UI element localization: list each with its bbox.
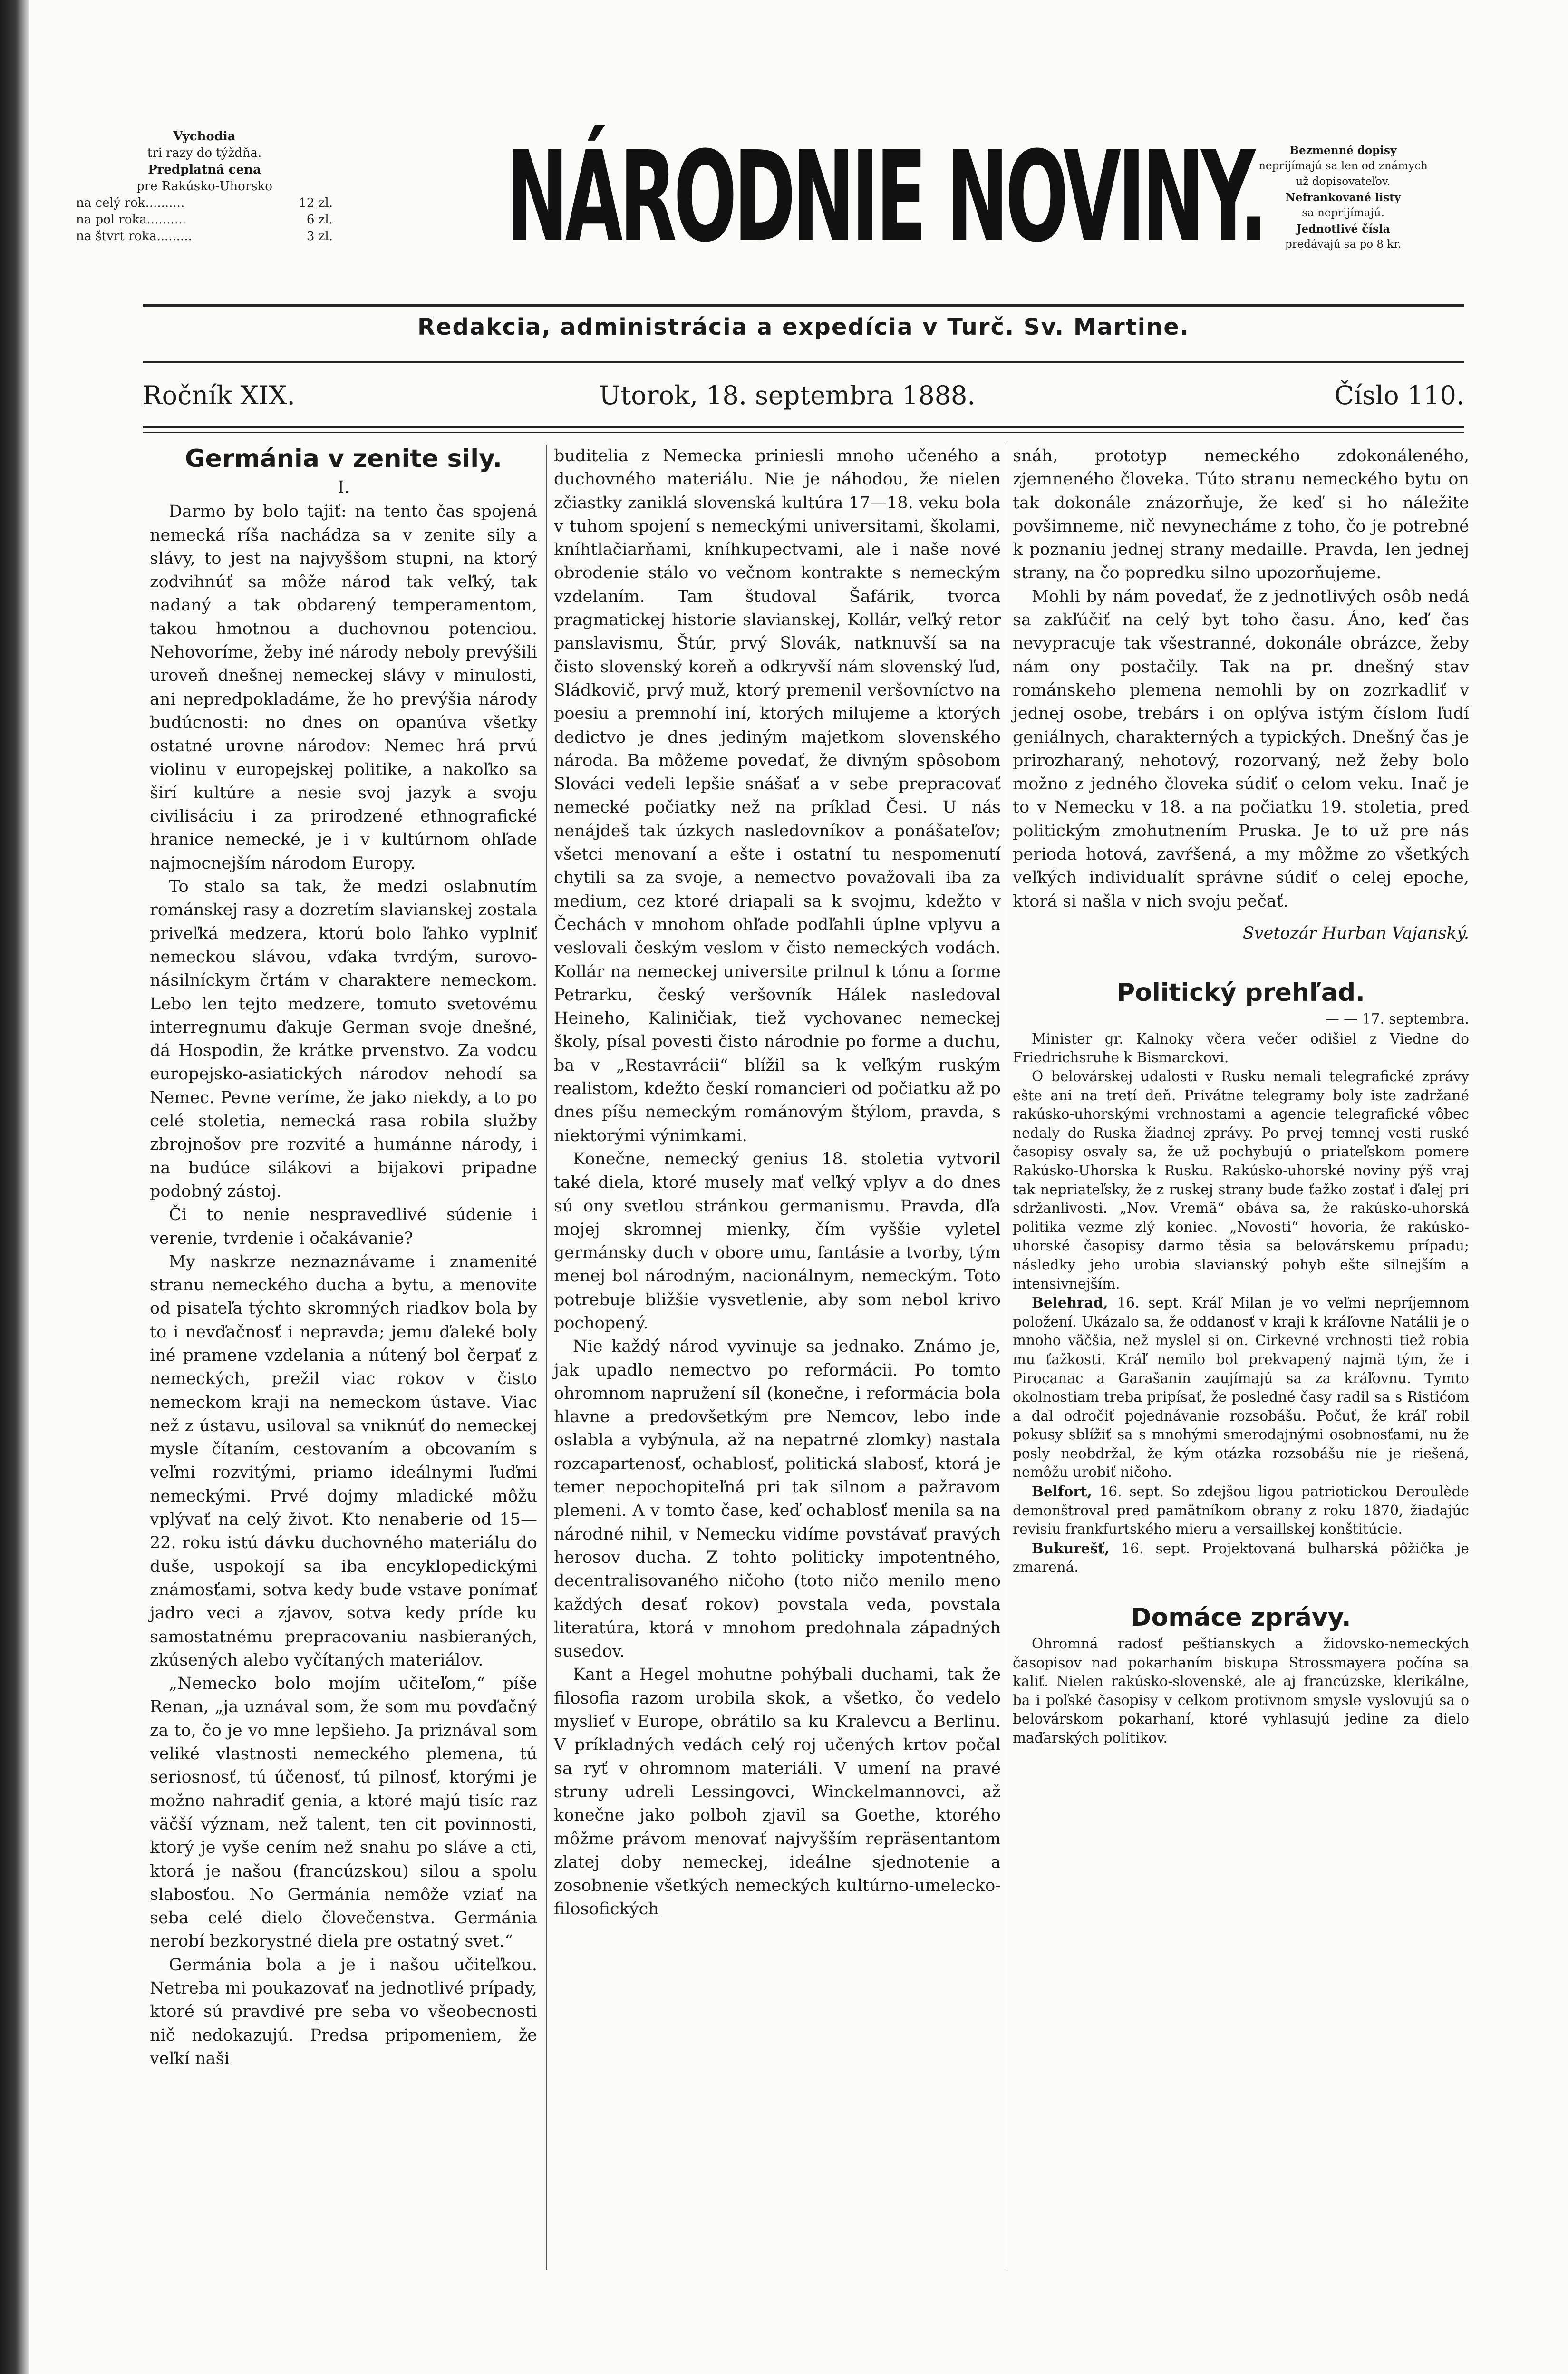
paragraph (1013, 1293, 1469, 1482)
price-value: 3 zl. (306, 229, 333, 243)
mailing-notice (1193, 143, 1493, 252)
domestic-section (1013, 1635, 1469, 1748)
price-row (76, 195, 333, 212)
page-binding (0, 0, 29, 2374)
notice-line: Bezmenné dopisy (1289, 144, 1397, 157)
paragraph: Konečne, nemecký genius 18. stoletia vytvoril také diela, ktoré musely mať veľký vplyv a do dnes sú ony svetlou stránkou germanismu. Pravda, dľa mojej skromnej mienky, čím vyššie vyletel germánsky duch v obore umu, fantásie a tvorby, tým menej bol národným, nacionálnym, nemeckým. Toto potrebuje bližšie vysvetlenie, aby som nebol krivo pochopený. (554, 1149, 1001, 1333)
paragraph: Darmo by bolo tajiť: na tento čas spojená nemecká ríša nachádza sa v zenite sily a slávy, to jest na najvyššom stupni, na ktorý zodvihnúť sa môže národ tak veľký, tak nadaný a tak obdarený temperamentom, takou hmotnou a duchovnou potenciou. Nehovoríme, žeby iné národy neboly prevýšili uroveň dnešnej nemeckej slávy v minulosti, ani nepredpokladáme, že ho prevýšia národy budúcnosti: no dnes on opanúva všetky ostatné urovne národov: Nemec hrá prvú violinu v europejskej politike, a nakoľko sa širí kultúre a nesie svoj jazyk a svoju civilisáciu i za prirodzené ethnografické hranice nemecké, je i v kultúrnom ohľade najmocnejším národom Europy. (150, 502, 537, 873)
paragraph-text: 16. sept. So zdejšou ligou patriotickou Deroulède demonštroval pred pamätníkom obrany z roku 1870, žiadajúc revisiu frankfurtského mieru a versaillskej konštitúcie. (1013, 1483, 1469, 1538)
author-signature: Svetozár Hurban Vajanský. (1242, 923, 1469, 943)
paragraph: O belovárskej udalosti v Rusku nemali telegrafické zprávy ešte ani na tretí deň. Privátne telegramy boly iste zadržané rakúsko-uhorskými vrchnostami a agencie telegrafické vôbec nedaly do Ruska žiadnej zprávy. Po prvej temnej vesti ruské časopisy osvaly sa, že už pochybujú o priateľskom pomere Rakúsko-Uhorska k Rusku. Rakúsko-uhorské noviny pýš vraj tak nepriateľsky, že z ruskej strany bude ťažko zostať i ďalej pri sdržanlivosti. „Nov. Vremä“ obáva sa, že rakúsko-uhorská politika vezme zlý koniec. „Novosti“ hovoria, že rakúsko-uhorské časopisy darmo těsia sa belovárskemu prípadu; následky jeho urobia slavianský pohyb ešte silnejším a intensivnejším. (1013, 1068, 1469, 1292)
price-label: na štvrt roka......... (76, 229, 192, 243)
issue-rule-thin (143, 432, 1464, 433)
newspaper-page (29, 0, 1568, 2374)
paragraph: Minister gr. Kalnoky včera večer odišiel z Viedne do Friedrichsruhe k Bismarckovi. (1013, 1030, 1469, 1066)
paragraph: My naskrze neznaznávame i znamenité stranu nemeckého ducha a bytu, a menovite od pisateľa týchto skromných riadkov bola by to i nevďačnosť i nepravda; jemu ďaleké boly iné pramene vzdelania a nútený bol čerpať z nemeckých, prežil viac rokov v čisto nemeckom kraji na nemeckom ústave. Viac než z ústavu, usiloval sa vniknúť do nemeckej mysle čítaním, cestovaním a obcovaním s veľmi rozvitými, priamo ideálnymi ľuďmi nemeckými. Prvé dojmy mladické môžu vplývať na celý život. Kto nenaberie od 15—22. roku istú dávku duchovného materiálu do duše, uspokojí sa iba encyklopedickými známosťami, sotva kedy bude vstave ponímať jadro veci a zjavov, sotva kedy príde ku samostatnému prepracovaniu nasbieraných, zkúsených alebo vyčítaných materiálov. (150, 1252, 537, 1670)
section-title-political: Politický prehľad. (1117, 979, 1365, 1008)
dateline: Bukurešť, (1032, 1540, 1110, 1557)
paragraph: Kant a Hegel mohutne pohýbali duchami, tak že filosofia razom urobila skok, a všetko, čo vedelo myslieť v Europe, obrátilo sa ku Kralevcu a Berlinu. V príkladných vedách celý roj učených krtov počal sa ryť v ohromnom materiáli. V umení na pravé struny udreli Lessingovci, Winckelmannovci, až konečne jako polboh zjavil sa Goethe, ktorého môžme právom menovať najvyšším repräsentantom zlatej doby nemeckej, ideálne sjednotenie a zosobnenie všetkých nemeckých kultúrno-umelecko-filosofických (554, 1665, 1001, 1919)
issue-number: Číslo 110. (1334, 380, 1464, 410)
price-label: na celý rok.......... (76, 196, 185, 210)
paragraph: „Nemecko bolo mojím učiteľom,“ píše Renan, „ja uznával som, že som mu povďačný za to, čo je vo mne lepšieho. Ja priznával som veliké vlastnosti nemeckého plemena, tú seriosnosť, tú účenosť, tú pilnosť, ktorými je možno nahradiť genia, a ktoré majú tisíc raz väčší význam, než talent, ten cit povinnosti, ktorý je vyše cením než snahu po sláve a cti, ktorá je našou (francúzskou) silou a spolu slabosťou. No Germánia nemôže vziať na seba celé dielo človečenstva. Germánia nerobí bezkorystné diela pre ostatný svet.“ (150, 1674, 537, 1951)
notice-line: predávajú sa po 8 kr. (1285, 238, 1402, 251)
paragraph: snáh, prototyp nemeckého zdokonáleného, zjemneného človeka. Túto stranu nemeckého bytu on tak dokonále znázorňuje, že keď si ho náležite povšimneme, nič nevynecháme z toho, čo je potrebné k poznaniu jednej strany medaille. Pravda, len jednej strany, na čo popredku silno upozorňujeme. (1013, 446, 1469, 583)
price-value: 12 zl. (299, 196, 333, 210)
price-heading: Predplatná cena (148, 163, 261, 177)
section-title-domestic: Domáce zprávy. (1131, 1603, 1351, 1632)
newspaper-title: NÁRODNIE NOVINY. (506, 125, 1265, 270)
political-section (1013, 1010, 1469, 1577)
price-label: na pol roka.......... (76, 213, 186, 227)
editorial-address: Redakcia, administrácia a expedícia v Turč. Sv. Martine. (417, 314, 1190, 340)
frequency-heading: Vychodia (173, 129, 236, 144)
section-date: — — 17. septembra. (1325, 1011, 1469, 1027)
masthead-rule (143, 304, 1464, 307)
issue-date: Utorok, 18. septembra 1888. (599, 380, 976, 410)
price-row (76, 212, 333, 228)
paragraph: Germánia bola a je i našou učiteľkou. Netreba mi poukazovať na jednotlivé prípady, ktoré sú pravdivé pre seba vo všeobecnosti nič nedokazujú. Predsa pripomeniem, že veľkí naši (150, 1955, 537, 2068)
price-region: pre Rakúsko-Uhorsko (136, 179, 272, 194)
dateline: Belehrad, (1032, 1294, 1108, 1311)
column-divider (546, 445, 547, 2270)
paragraph: Nie každý národ vyvinuje sa jednako. Známo je, jak upadlo nemectvo po reformácii. Po tomto ohromnom napružení síl (konečne, i reformácia bola hlavne a predovšetkým pre Nemcov, lebo inde oslabla a vybýnula, až na nepatrné zlomky) nastala rozcapartenosť, ochablosť, politická slabosť, ktorá je temer nepochopiteľná pri tak silnom a pažravom plemeni. A v tomto čase, keď ochablosť menila sa na národné nihil, v Nemecku vidíme povstávať pravých herosov ducha. Z tohto politicky impotentného, decentralisovaného ničoho (toto ničo menilo meno každých desať rokov) povstala veda, povstala literatúra, ktorá v mnohom predohnala západných susedov. (554, 1337, 1001, 1661)
frequency-text: tri razy do týždňa. (147, 146, 262, 160)
paragraph-text: 16. sept. Projektovaná bulharská pôžička je zmarená. (1013, 1540, 1469, 1576)
price-row (76, 228, 333, 245)
paragraph: buditelia z Nemecka priniesli mnoho učeného a duchovného materiálu. Nie je náhodou, že nielen zčiastky zaniklá slovenská kultúra 17—18. veku bola v tuhom spojení s nemeckými universitami, školami, kníhtlačiarňami, kníhkupectvami, ale i naše nové obrodenie stálo vo večnom kontrakte s nemeckým vzdelaním. Tam študoval Šafárik, tvorca pragmatickej historie slavianskej, Kollár, veľký retor panslavismu, Štúr, prvý Slovák, natknuvší sa na čisto slovenský koreň a odkryvší nám slovenský ľud, Sládkovič, prvý muž, ktorý premenil veršovníctvo na poesiu a premnohí iní, ktorých milujeme a ktorých dedictvo je dnes jediným majetkom slovenského národa. Ba môžeme povedať, že divným spôsobom Slováci vedeli lepšie snášať a v sebe prepracovať nemecké počiatky než na príklad Česi. U nás nenájdeš tak úzkych nasledovníkov a ponášateľov; všetci menovaní a ešte i ostatní tu nespomenutí chytili sa za svoje, a nemectvo považovali iba za medium, cez ktoré driapali sa k svojmu, kdežto v Čechách v mnohom ohľade podľahli úplne vplyvu a veslovali českým veslom v čisto nemeckých vodách. Kollár na nemeckej universite prilnul k tónu a forme Petrarku, český veršovník Hálek nasledoval Heineho, Kaliničiak, tiež vychovanec nemeckej školy, písal povesti čisto národnie po forme a duchu, ba v „Restavrácii“ blížil sa k veľkým ruským realistom, kdežto českí romancieri od počiatku až po dnes píšu nemeckým románovým štýlom, pravda, s niektorými výnimkami. (554, 446, 1001, 1145)
volume-number: Ročník XIX. (143, 380, 295, 410)
address-rule (143, 361, 1464, 363)
paragraph: Či to nenie nespravedlivé súdenie i verenie, tvrdenie i očakávanie? (150, 1205, 537, 1248)
article-part-number: I. (338, 478, 349, 497)
paragraph (1013, 1482, 1469, 1539)
price-value: 6 zl. (306, 213, 333, 227)
spacer (1013, 945, 1469, 979)
spacer (1013, 1577, 1469, 1603)
notice-line: neprijímajú sa len od známych (1258, 160, 1428, 172)
paragraph-text: 16. sept. Kráľ Milan je vo veľmi nepríjemnom položení. Ukázalo sa, že oddanosť v kraji k kráľovne Natálii je o mnoho väčšia, než myslel si on. Cirkevné vrchnosti tiež robia mu ťažkosti. Kráľ nemilo bol prekvapený najmä tým, že i Pirocanac a Garašanin zaujímajú sa za kráľovnu. Tymto okolnostiam treba pripísať, že posledné časy radil sa s Ristićom a dal odročiť pojednávanie rozsobášu. Počuť, že kráľ robil pokusy sblížiť sa s mnohými smerodajnými osobnosťami, nu že posly neobdržal, že kým otázka rozsobášu nie je riešená, nemôžu urobiť ničoho. (1013, 1295, 1469, 1481)
notice-line: už dopisovateľov. (1296, 175, 1391, 188)
paragraph (1013, 1539, 1469, 1577)
article-title: Germánia v zenite sily. (185, 445, 502, 473)
dateline: Belfort, (1032, 1483, 1092, 1500)
notice-line: Jednotlivé čísla (1296, 223, 1390, 235)
paragraph: Mohli by nám povedať, že z jednotlivých osôb nedá sa zakľúčiť na celý byt toho času. Áno, keď čas nevypracuje tak všestranné, dokonále obrázce, žeby nám ony postačily. Tak na pr. dnešný stav románskeho plemena nemohli by on zozrkadliť v jednej osobe, trebárs i on oplýva istým číslom ľudí geniálnych, charakterných a typických. Dnešný čas je prirozharaný, nehotový, rozorvaný, než žeby bolo možno z jedného človeka súdiť o celom veku. Inač je to v Nemecku v 18. a na počiatku 19. stoletia, pred politickým zmohutnením Pruska. Je to už pre nás perioda hotová, zavŕšená, a my môžme zo všetkých veľkých individualít správne súdiť o celej epoche, ktorá si našla v nich svoju pečať. (1013, 587, 1469, 911)
column-3 (1013, 445, 1469, 1748)
notice-line: sa neprijímajú. (1302, 207, 1384, 219)
paragraph: To stalo sa tak, že medzi oslabnutím románskej rasy a dozretím slavianskej zostala priveľká medzera, ktorú bolo ľahko vyplniť nemeckou slávou, vďaka tvrdým, surovo-násilníckym črtám v charaktere nemeckom. Lebo len tejto medzere, tomuto svetovému interregnumu ďakuje German svoje dnešné, dá Hospodin, že krátke prvenstvo. Za vodcu europejsko-asiatických národov nehodí sa Nemec. Pevne veríme, že jako niekdy, a to po celé stoletia, nemecká rasa robila služby zbrojnošov pre rozvité a humánne národy, i na budúce silákovi a bijakovi pripadne podobný zástoj. (150, 877, 537, 1201)
column-2 (554, 445, 1001, 1921)
column-1 (150, 445, 537, 2071)
notice-line: Nefrankované listy (1285, 191, 1401, 204)
subscription-info (76, 128, 333, 245)
paragraph: Ohromná radosť peštianskych a židovsko-nemeckých časopisov nad pokarhaním biskupa Strossmayera počína sa kaliť. Nielen rakúsko-slovenské, ale aj francúzske, klerikálne, ba i poľské časopisy v celkom protivnom smysle vyslovujú sa o belovárskom pokarhaní, ktoré vyhlasujú jedine za dielo maďarských politikov. (1013, 1636, 1469, 1746)
issue-rule (143, 426, 1464, 428)
